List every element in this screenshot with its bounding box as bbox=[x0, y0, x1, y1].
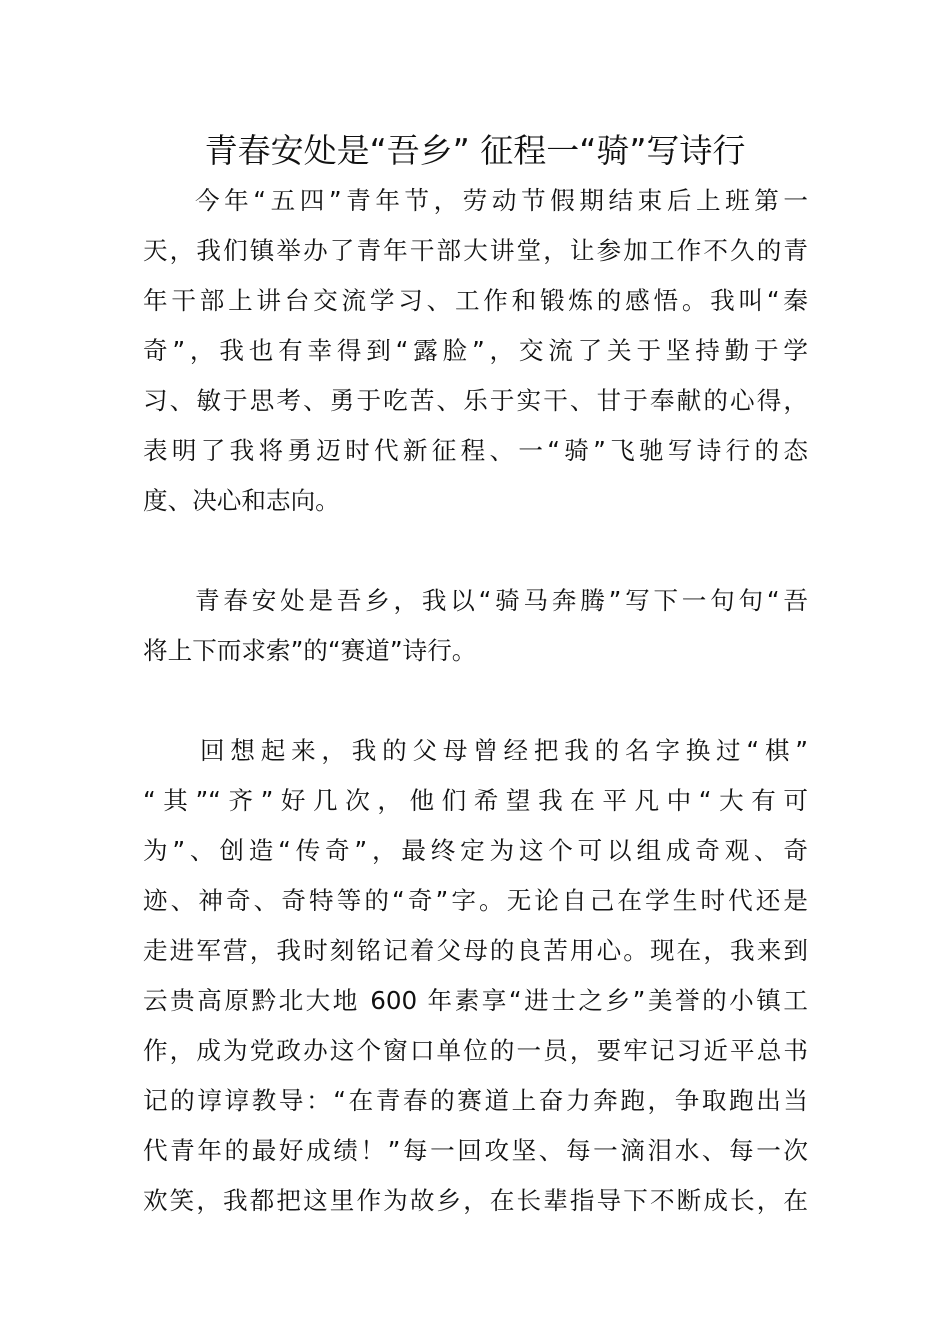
paragraph-1-line-7: 度、决心和志向。 bbox=[143, 486, 340, 515]
document-title: 青春安处是“吾乡” 征程一“骑”写诗行 bbox=[204, 131, 746, 170]
paragraph-3-line-10: 欢笑，我都把这里作为故乡，在长辈指导下不断成长，在 bbox=[143, 1186, 808, 1215]
paragraph-1-line-1: 今年“五四”青年节，劳动节假期结束后上班第一 bbox=[195, 186, 808, 215]
paragraph-3-line-9: 代青年的最好成绩！”每一回攻坚、每一滴泪水、每一次 bbox=[143, 1136, 808, 1165]
paragraph-3-line-1: 回想起来，我的父母曾经把我的名字换过“棋” bbox=[200, 736, 808, 765]
paragraph-3-line-5: 走进军营，我时刻铭记着父母的良苦用心。现在，我来到 bbox=[143, 936, 808, 965]
paragraph-3-line-8: 记的谆谆教导：“在青春的赛道上奋力奔跑，争取跑出当 bbox=[143, 1086, 808, 1115]
paragraph-3-line-4: 迹、神奇、奇特等的“奇”字。无论自己在学生时代还是 bbox=[143, 886, 808, 915]
paragraph-1-line-6: 表明了我将勇迈时代新征程、一“骑”飞驰写诗行的态 bbox=[143, 436, 808, 465]
paragraph-3-line-7: 作，成为党政办这个窗口单位的一员，要牢记习近平总书 bbox=[143, 1036, 808, 1065]
paragraph-2-line-2: 将上下而求索”的“赛道”诗行。 bbox=[143, 636, 477, 665]
paragraph-3-line-3: 为”、创造“传奇”，最终定为这个可以组成奇观、奇 bbox=[143, 836, 808, 865]
paragraph-1-line-4: 奇”，我也有幸得到“露脸”，交流了关于坚持勤于学 bbox=[143, 336, 808, 365]
paragraph-1-line-5: 习、敏于思考、勇于吃苦、乐于实干、甘于奉献的心得， bbox=[143, 386, 808, 415]
paragraph-1-line-3: 年干部上讲台交流学习、工作和锻炼的感悟。我叫“秦 bbox=[143, 286, 808, 315]
paragraph-1-line-2: 天，我们镇举办了青年干部大讲堂，让参加工作不久的青 bbox=[143, 236, 808, 265]
paragraph-3-line-6: 云贵高原黔北大地 600 年素享“进士之乡”美誉的小镇工 bbox=[143, 986, 808, 1015]
paragraph-3-line-2: “其”“齐”好几次，他们希望我在平凡中“大有可 bbox=[143, 786, 808, 815]
paragraph-2-line-1: 青春安处是吾乡，我以“骑马奔腾”写下一句句“吾 bbox=[195, 586, 808, 615]
